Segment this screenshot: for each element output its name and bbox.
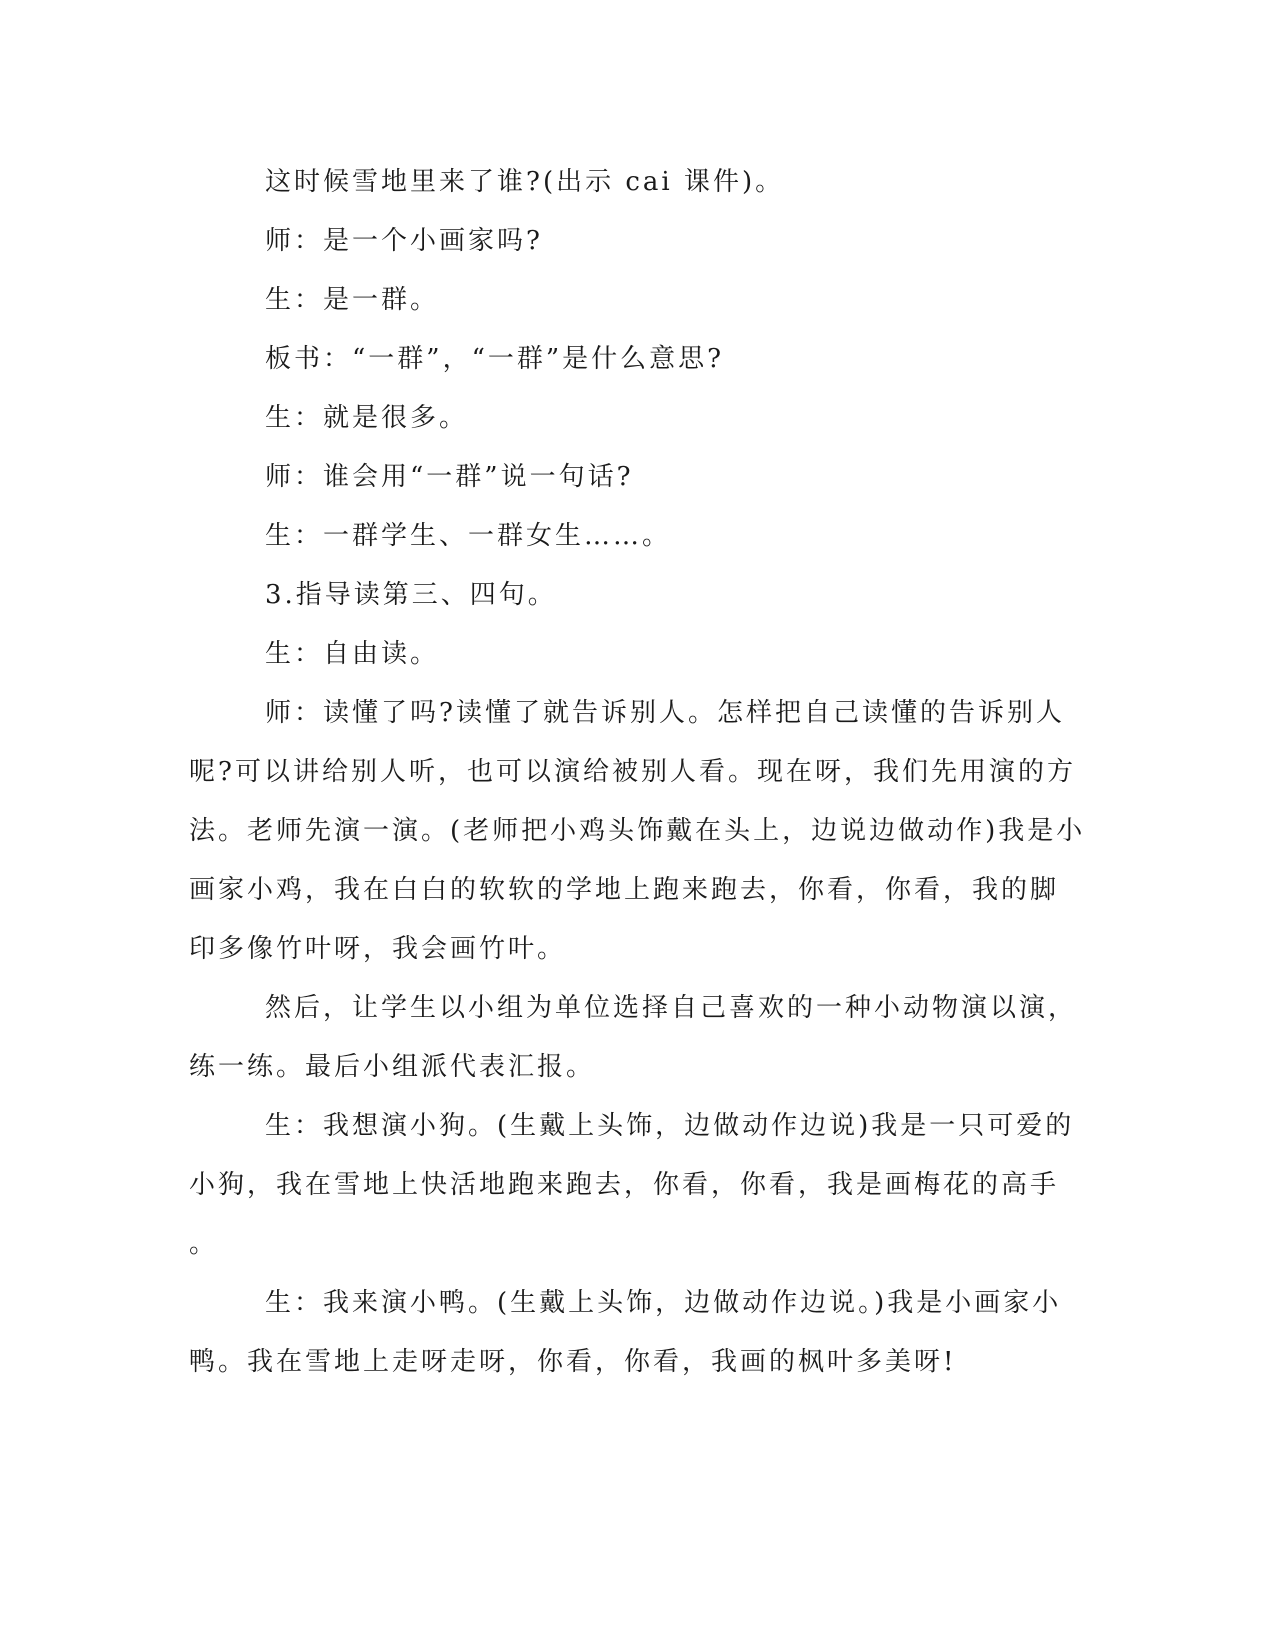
text-line: 练一练。最后小组派代表汇报。 bbox=[189, 1052, 596, 1082]
text-line: 3.指导读第三、四句。 bbox=[265, 580, 557, 610]
text-line: 生：自由读。 bbox=[265, 639, 440, 669]
text-line: 师：谁会用“一群”说一句话? bbox=[265, 462, 634, 492]
text-line: 生：就是很多。 bbox=[265, 403, 469, 433]
text-line: 印多像竹叶呀，我会画竹叶。 bbox=[189, 934, 567, 964]
text-line: 生：我来演小鸭。(生戴上头饰，边做动作边说。)我是小画家小 bbox=[265, 1288, 1062, 1318]
text-line: 画家小鸡，我在白白的软软的学地上跑来跑去，你看，你看，我的脚 bbox=[189, 875, 1060, 905]
text-line: 。 bbox=[189, 1229, 219, 1259]
text-line: 呢?可以讲给别人听，也可以演给被别人看。现在呀，我们先用演的方 bbox=[189, 757, 1076, 787]
text-line: 然后，让学生以小组为单位选择自己喜欢的一种小动物演以演， bbox=[265, 993, 1078, 1023]
text-line: 小狗，我在雪地上快活地跑来跑去，你看，你看，我是画梅花的高手 bbox=[189, 1170, 1060, 1200]
text-line: 生：我想演小狗。(生戴上头饰，边做动作边说)我是一只可爱的 bbox=[265, 1111, 1075, 1141]
text-line: 师：读懂了吗?读懂了就告诉别人。怎样把自己读懂的告诉别人 bbox=[265, 698, 1065, 728]
text-line: 生：一群学生、一群女生……。 bbox=[265, 521, 672, 551]
text-line: 板书：“一群”，“一群”是什么意思? bbox=[265, 344, 725, 374]
text-line: 法。老师先演一演。(老师把小鸡头饰戴在头上，边说边做动作)我是小 bbox=[189, 816, 1086, 846]
text-line: 鸭。我在雪地上走呀走呀，你看，你看，我画的枫叶多美呀! bbox=[189, 1347, 957, 1377]
text-line: 师：是一个小画家吗? bbox=[265, 226, 543, 256]
text-line: 这时候雪地里来了谁?(出示 cai 课件)。 bbox=[265, 167, 785, 197]
text-line: 生：是一群。 bbox=[265, 285, 440, 315]
